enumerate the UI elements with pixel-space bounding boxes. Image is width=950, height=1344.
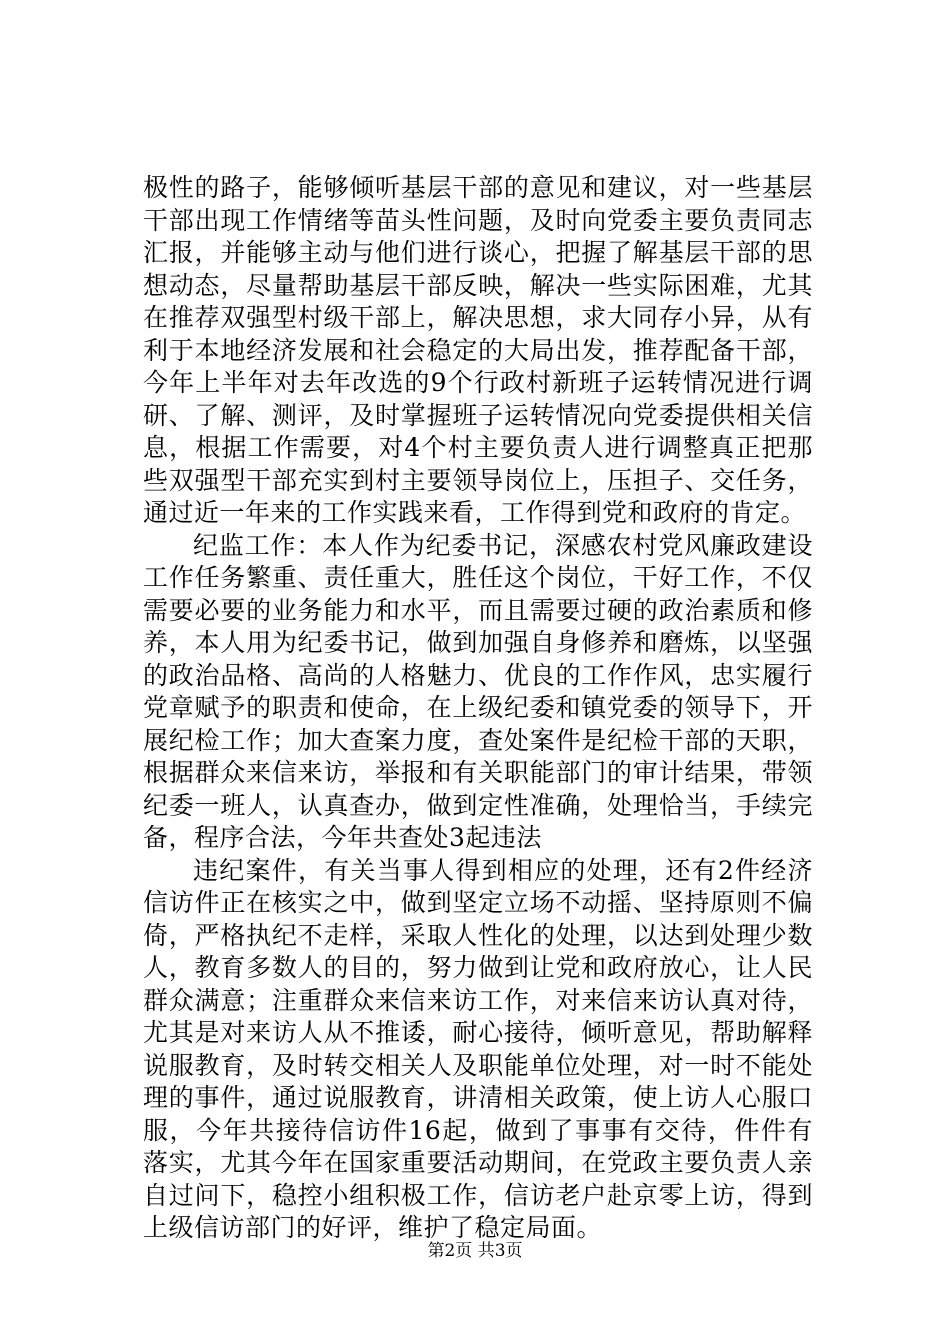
paragraph-2: 纪监工作：本人作为纪委书记，深感农村党风廉政建设工作任务繁重、责任重大，胜任这个岗位，干好工作，不仅需要必要的业务能力和水平，而且需要过硬的政治素质和修养，本人用为纪委书记，做到加强自身修养和磨炼，以坚强的政治品格、高尚的人格魅力、优良的工作作风，忠实履行党章赋予的职责和使命，在上级纪委和镇党委的领导下，开展纪检工作；加大查案力度，查处案件是纪检干部的天职，根据群众来信来访，举报和有关职能部门的审计结果，带领纪委一班人，认真查办，做到定性准确，处理恰当，手续完备，程序合法，今年共查处3起违法	[143, 530, 813, 852]
paragraph-3: 违纪案件，有关当事人得到相应的处理，还有2件经济信访件正在核实之中，做到坚定立场不动摇、坚持原则不偏倚，严格执纪不走样，采取人性化的处理，以达到处理少数人，教育多数人的目的，努力做到让党和政府放心，让人民群众满意；注重群众来信来访工作，对来信来访认真对待，尤其是对来访人从不推诿，耐心接待，倾听意见，帮助解释说服教育，及时转交相关人及职能单位处理，对一时不能处理的事件，通过说服教育，讲清相关政策，使上访人心服口服，今年共接待信访件16起，做到了事事有交待，件件有落实，尤其今年在国家重要活动期间，在党政主要负责人亲自过问下，稳控小组积极工作，信访老户赴京零上访，得到上级信访部门的好评，维护了稳定局面。	[143, 855, 813, 1242]
document-body	[143, 172, 813, 1245]
page-number-label: 第2页 共3页	[427, 1241, 523, 1261]
page-footer	[0, 1240, 950, 1262]
paragraph-1: 极性的路子，能够倾听基层干部的意见和建议，对一些基层干部出现工作情绪等苗头性问题，及时向党委主要负责同志汇报，并能够主动与他们进行谈心，把握了解基层干部的思想动态，尽量帮助基层干部反映，解决一些实际困难，尤其在推荐双强型村级干部上，解决思想，求大同存小异，从有利于本地经济发展和社会稳定的大局出发，推荐配备干部，今年上半年对去年改选的9个行政村新班子运转情况进行调研、了解、测评，及时掌握班子运转情况向党委提供相关信息，根据工作需要，对4个村主要负责人进行调整真正把那些双强型干部充实到村主要领导岗位上，压担子、交任务，通过近一年来的工作实践来看，工作得到党和政府的肯定。	[143, 173, 813, 527]
